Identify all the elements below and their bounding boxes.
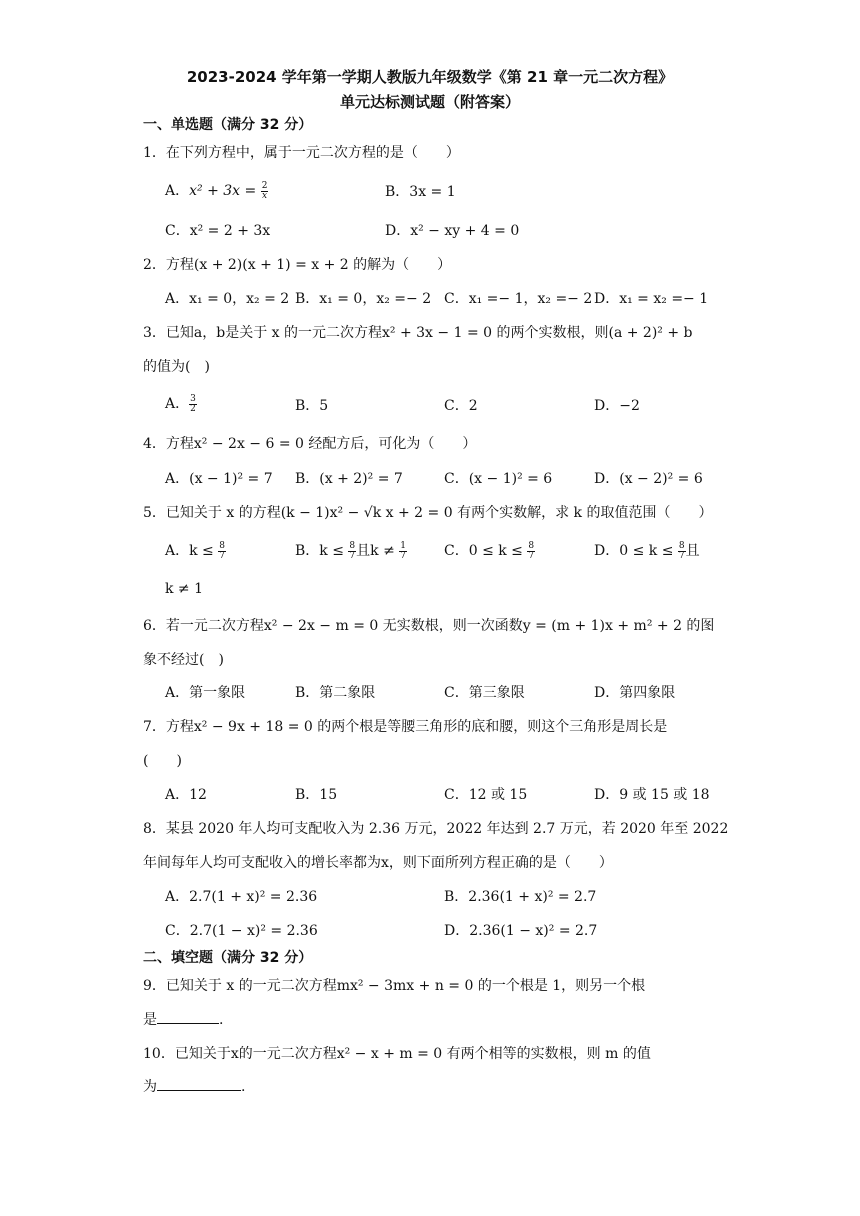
- option-b-prefix: B．k ≤: [295, 543, 349, 559]
- question-7-stem-line1: 7．方程x² − 9x + 18 = 0 的两个根是等腰三角形的底和腰，则这个三角形是周长是: [143, 719, 668, 735]
- option-a-prefix: A．: [165, 183, 190, 199]
- question-5-option-d-line2: k ≠ 1: [165, 581, 204, 597]
- option-d-fraction: [678, 542, 686, 561]
- fraction-numerator: 3: [190, 393, 196, 404]
- fraction-denominator: 7: [678, 550, 685, 561]
- question-1-stem: 1．在下列方程中，属于一元二次方程的是（ ）: [143, 145, 460, 161]
- question-3-option-c: C．2: [444, 398, 478, 414]
- option-c-prefix: C．0 ≤ k ≤: [444, 543, 528, 559]
- option-c-fraction: [527, 542, 535, 561]
- fraction-numerator: 1: [400, 540, 406, 551]
- question-8-option-b: B．2.36(1 + x)² = 2.7: [444, 889, 597, 905]
- question-10-stem-line2: [143, 1076, 245, 1096]
- question-2-option-b: B．x₁ = 0，x₂ =− 2: [295, 291, 432, 307]
- option-d-prefix: D．0 ≤ k ≤: [594, 543, 678, 559]
- question-3-stem-line1: 3．已知a，b是关于 x 的一元二次方程x² + 3x − 1 = 0 的两个实数根，则(a + 2)² + b: [143, 325, 693, 341]
- question-4-option-d: D．(x − 2)² = 6: [594, 471, 703, 487]
- worksheet-title-line1: 2023-2024 学年第一学期人教版九年级数学《第 21 章一元二次方程》: [186, 68, 674, 86]
- question-6-option-c: C．第三象限: [444, 685, 525, 701]
- question-6-option-a: A．第一象限: [165, 685, 246, 701]
- question-5-option-d: [594, 540, 700, 561]
- section-fill-blank-heading: 二、填空题（满分 32 分）: [143, 950, 313, 966]
- fraction-denominator: 7: [219, 550, 225, 561]
- question-6-option-b: B．第二象限: [295, 685, 376, 701]
- fraction-denominator: 7: [349, 550, 356, 561]
- question-9-line2-suffix: .: [219, 1012, 224, 1028]
- question-8-stem-line2: 年间每年人均可支配收入的增长率都为x，则下面所列方程正确的是（ ）: [143, 855, 613, 871]
- question-4-option-b: B．(x + 2)² = 7: [295, 471, 403, 487]
- question-1-option-b: B．3x = 1: [385, 184, 456, 200]
- question-10-line2-prefix: 为: [143, 1079, 157, 1095]
- question-3-option-a: [165, 393, 197, 414]
- fraction-numerator: 8: [528, 540, 535, 551]
- option-b-fraction-2: [399, 542, 407, 561]
- question-6-option-d: D．第四象限: [594, 685, 676, 701]
- question-5-option-a: [165, 540, 226, 561]
- question-8-stem-line1: 8．某县 2020 年人均可支配收入为 2.36 万元，2022 年达到 2.7 万元，若 2020 年至 2022: [143, 821, 729, 837]
- question-8-option-c: C．2.7(1 − x)² = 2.36: [165, 923, 318, 939]
- question-8-option-d: D．2.36(1 − x)² = 2.7: [444, 923, 598, 939]
- fraction-denominator: 2: [190, 403, 196, 414]
- question-5-option-c: [444, 540, 535, 561]
- question-5-stem: 5．已知关于 x 的方程(k − 1)x² − √k x + 2 = 0 有两个实数解，求 k 的取值范围（ ）: [143, 505, 713, 521]
- question-7-option-d: D．9 或 15 或 18: [594, 787, 710, 803]
- question-10-line2-suffix: .: [241, 1079, 246, 1095]
- question-7-stem-line2: ( ): [143, 753, 182, 769]
- question-2-option-c: C．x₁ =− 1，x₂ =− 2: [444, 291, 593, 307]
- fraction-denominator: 7: [528, 550, 535, 561]
- option-a-prefix: A．k ≤: [165, 543, 219, 559]
- option-b-middle: 且k ≠: [356, 543, 400, 559]
- question-9-stem-line1: 9．已知关于 x 的一元二次方程mx² − 3mx + n = 0 的一个根是 1，则另一个根: [143, 978, 646, 994]
- question-10-answer-blank[interactable]: [157, 1078, 241, 1091]
- question-2-stem: 2．方程(x + 2)(x + 1) = x + 2 的解为（ ）: [143, 257, 452, 273]
- question-4-option-c: C．(x − 1)² = 6: [444, 471, 553, 487]
- question-9-line2-prefix: 是: [143, 1012, 157, 1028]
- fraction-numerator: 2: [261, 180, 268, 191]
- question-3-option-b: B．5: [295, 398, 329, 414]
- question-2-option-a: A．x₁ = 0，x₂ = 2: [165, 291, 290, 307]
- question-4-option-a: A．(x − 1)² = 7: [165, 471, 273, 487]
- question-6-stem-line1: 6．若一元二次方程x² − 2x − m = 0 无实数根，则一次函数y = (m + 1)x + m² + 2 的图: [143, 618, 715, 634]
- fraction-denominator: x: [262, 190, 268, 201]
- option-b-fraction-1: [348, 542, 356, 561]
- option-d-suffix: 且: [685, 543, 700, 559]
- option-a-expression: x² + 3x =: [189, 183, 261, 199]
- option-a-fraction: [189, 395, 197, 414]
- question-3-option-d: D．−2: [594, 398, 640, 414]
- question-8-option-a: A．2.7(1 + x)² = 2.36: [165, 889, 318, 905]
- question-3-stem-line2: 的值为( ): [143, 359, 210, 375]
- question-7-option-a: A．12: [165, 787, 207, 803]
- question-2-option-d: D．x₁ = x₂ =− 1: [594, 291, 709, 307]
- question-7-option-b: B．15: [295, 787, 338, 803]
- fraction-numerator: 8: [349, 540, 356, 551]
- question-9-stem-line2: [143, 1009, 223, 1029]
- question-9-answer-blank[interactable]: [157, 1011, 219, 1024]
- question-1-option-c: C．x² = 2 + 3x: [165, 223, 271, 239]
- option-a-fraction: [261, 182, 269, 201]
- question-5-option-b: [295, 540, 407, 561]
- option-a-prefix: A．: [165, 396, 190, 412]
- section-single-choice-heading: 一、单选题（满分 32 分）: [143, 117, 313, 133]
- fraction-numerator: 8: [678, 540, 685, 551]
- question-1-option-d: D．x² − xy + 4 = 0: [385, 223, 520, 239]
- question-6-stem-line2: 象不经过( ): [143, 652, 224, 668]
- question-7-option-c: C．12 或 15: [444, 787, 528, 803]
- question-1-option-a: [165, 180, 268, 201]
- fraction-denominator: 7: [400, 550, 406, 561]
- question-4-stem: 4．方程x² − 2x − 6 = 0 经配方后，可化为（ ）: [143, 436, 477, 452]
- option-a-fraction: [218, 542, 226, 561]
- question-10-stem-line1: 10．已知关于x的一元二次方程x² − x + m = 0 有两个相等的实数根，则 m 的值: [143, 1046, 651, 1062]
- worksheet-title-line2: 单元达标测试题（附答案）: [339, 93, 520, 111]
- fraction-numerator: 8: [219, 540, 225, 551]
